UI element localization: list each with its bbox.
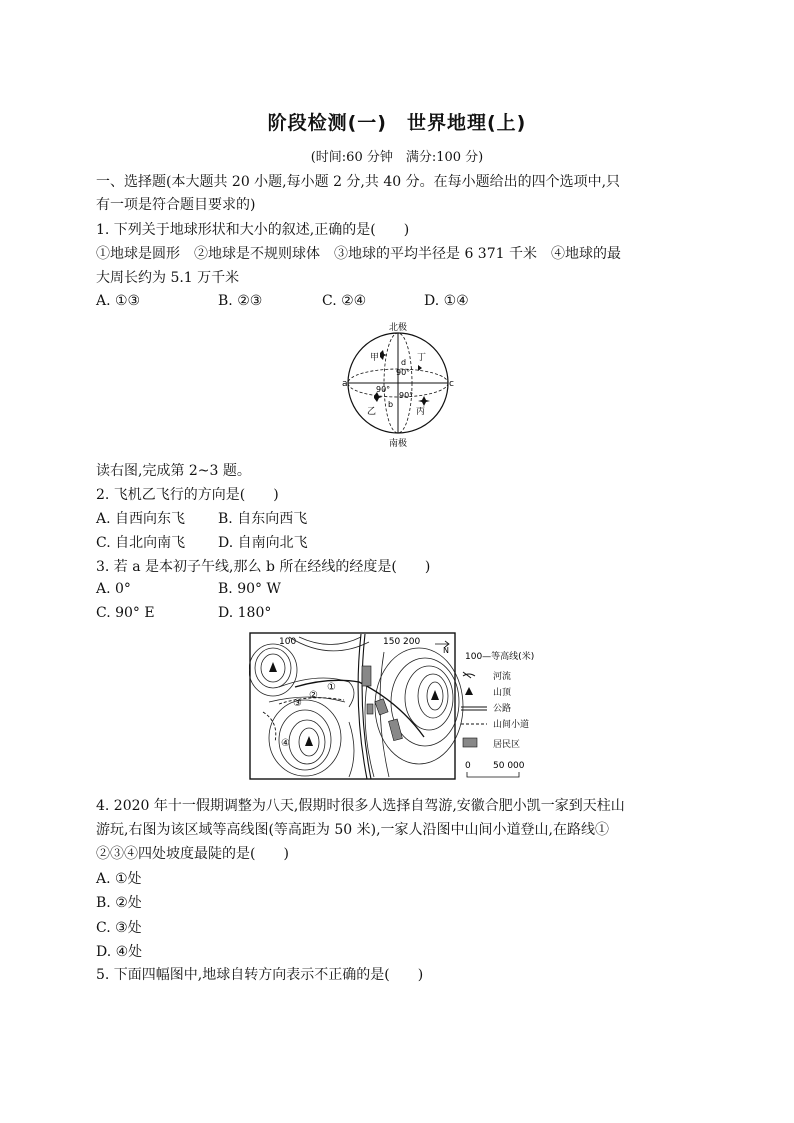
q4-line2: 游玩,右图为该区域等高线图(等高距为 50 米),一家人沿图中山间小道登山,在路线① xyxy=(96,822,609,838)
angle-label-1: 90° xyxy=(396,368,411,377)
map-frame xyxy=(250,633,455,779)
south-pole-label: 南极 xyxy=(388,439,408,449)
q2-stem: 2. 飞机乙飞行的方向是( ) xyxy=(96,487,279,503)
peak-legend-icon xyxy=(465,687,473,695)
q1-option-c: C. ②④ xyxy=(322,293,367,309)
page-subtitle: (时间:60 分钟 满分:100 分) xyxy=(310,150,484,165)
point-b-label: b xyxy=(388,400,394,409)
q3-option-d: D. 180° xyxy=(218,605,272,621)
page-title: 阶段检测(一) 世界地理(上) xyxy=(267,112,527,134)
q1-option-d: D. ①④ xyxy=(424,293,469,309)
q4-line3: ②③④四处坡度最陡的是( ) xyxy=(96,846,289,862)
scale-bar xyxy=(467,772,519,777)
q4-option-c: C. ③处 xyxy=(96,920,142,936)
q1-body-line2: 大周长约为 5.1 万千米 xyxy=(96,270,240,286)
q1-option-b: B. ②③ xyxy=(218,293,263,309)
angle-label-3: 90° xyxy=(399,391,414,400)
legend-river: 河流 xyxy=(493,672,512,682)
q4-option-a: A. ①处 xyxy=(96,871,142,887)
north-arrow-label: N xyxy=(443,646,449,655)
north-pole-label: 北极 xyxy=(388,323,408,333)
residential-area xyxy=(375,699,388,715)
contour-map xyxy=(249,632,539,782)
section-instruction-line2: 有一项是符合题目要求的) xyxy=(96,197,256,213)
globe-diagram xyxy=(336,318,460,450)
peak-icon xyxy=(431,690,439,700)
q4-option-d: D. ④处 xyxy=(96,944,143,960)
q5-stem: 5. 下面四幅图中,地球自转方向表示不正确的是( ) xyxy=(96,967,424,983)
legend-residential: 居民区 xyxy=(493,740,521,750)
plane-bing-label: 丙 xyxy=(416,407,426,417)
plane-jia-label: 甲 xyxy=(370,353,380,363)
legend-trail: 山间小道 xyxy=(493,720,530,730)
route-point-2: ② xyxy=(309,690,318,701)
plane-ding-label: 丁 xyxy=(417,353,427,363)
residential-area xyxy=(367,704,373,714)
contour-lines xyxy=(249,637,463,777)
q2-option-b: B. 自东向西飞 xyxy=(218,511,308,527)
residential-area xyxy=(389,719,403,741)
section-instruction-line1: 一、选择题(本大题共 20 小题,每小题 2 分,共 40 分。在每小题给出的四个选项中,只 xyxy=(96,174,621,190)
angle-label-2: 90° xyxy=(376,385,391,394)
q3-option-c: C. 90° E xyxy=(96,605,155,621)
point-c-label: c xyxy=(449,379,454,389)
contour-label-100: 100 xyxy=(279,637,297,647)
q4-option-b: B. ②处 xyxy=(96,895,142,911)
q2-option-d: D. 自南向北飞 xyxy=(218,535,308,551)
route-point-4: ④ xyxy=(281,738,290,749)
legend-peak: 山顶 xyxy=(493,688,512,698)
legend-contour: 100—等高线(米) xyxy=(465,652,535,662)
q3-option-b: B. 90° W xyxy=(218,581,281,597)
trail-line xyxy=(263,698,344,742)
residential-legend-icon xyxy=(463,738,477,747)
point-d-label: d xyxy=(401,358,407,367)
q2-option-a: A. 自西向东飞 xyxy=(96,511,186,527)
q1-option-a: A. ①③ xyxy=(96,293,141,309)
q3-stem: 3. 若 a 是本初子午线,那么 b 所在经线的经度是( ) xyxy=(96,559,431,575)
legend-road: 公路 xyxy=(493,704,512,714)
road-legend-icon xyxy=(461,707,487,710)
q1-stem: 1. 下列关于地球形状和大小的叙述,正确的是( ) xyxy=(96,222,410,238)
plane-yi-label: 乙 xyxy=(367,407,377,417)
q1-body-line1: ①地球是圆形 ②地球是不规则球体 ③地球的平均半径是 6 371 千米 ④地球的最 xyxy=(96,246,621,262)
river-icon xyxy=(463,672,475,678)
q2-option-c: C. 自北向南飞 xyxy=(96,535,186,551)
route-point-1: ① xyxy=(327,682,336,693)
read-hint: 读右图,完成第 2~3 题。 xyxy=(96,463,251,479)
peak-icon xyxy=(269,662,277,672)
scale-zero: 0 xyxy=(465,761,471,771)
q3-option-a: A. 0° xyxy=(96,581,131,597)
point-a-label: a xyxy=(342,379,348,389)
q4-line1: 4. 2020 年十一假期调整为八天,假期时很多人选择自驾游,安徽合肥小凯一家到天柱山 xyxy=(96,798,625,814)
route-point-3: ③ xyxy=(293,698,302,709)
scale-value: 50 000 xyxy=(493,761,525,771)
peak-icon xyxy=(305,736,313,746)
contour-label-150-200: 150 200 xyxy=(383,637,421,647)
residential-area xyxy=(362,666,371,686)
